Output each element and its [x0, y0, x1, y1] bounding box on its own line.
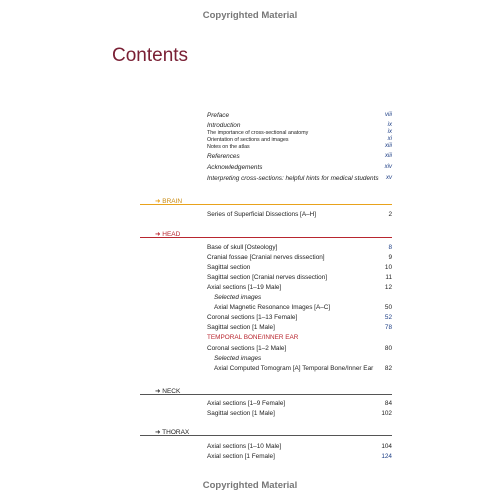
toc-intro-sub-1-page: ix — [387, 129, 392, 135]
toc-thorax-entry-1-page: 124 — [381, 453, 392, 460]
toc-head-entry-10-page: 80 — [384, 345, 392, 352]
toc-head-entry-12[interactable]: Axial Computed Tomogram [A] Temporal Bone/Inner Ear — [214, 365, 374, 372]
toc-head-entry-8-page: 78 — [384, 324, 392, 331]
watermark-bottom: Copyrighted Material — [202, 480, 298, 491]
arrow-right-icon: ➜ — [155, 429, 161, 436]
toc-acknowledgements-page: xiv — [384, 164, 392, 170]
toc-brain-entry-0-page: 2 — [388, 211, 392, 218]
toc-head-entry-0-page: 8 — [388, 244, 392, 251]
section-label-brain: BRAIN — [162, 198, 183, 205]
toc-references[interactable]: References — [207, 153, 240, 160]
toc-neck-entry-1-page: 102 — [381, 410, 392, 417]
arrow-right-icon: ➜ — [155, 388, 161, 395]
section-label-neck: NECK — [162, 388, 181, 395]
toc-neck-entry-0[interactable]: Axial sections [1–9 Female] — [207, 400, 286, 407]
toc-intro-sub-1[interactable]: The importance of cross-sectional anatomy — [207, 130, 309, 136]
toc-neck-entry-1[interactable]: Sagittal section [1 Male] — [207, 410, 275, 417]
toc-head-entry-6-page: 50 — [384, 304, 392, 311]
watermark-top: Copyrighted Material — [202, 10, 298, 21]
toc-head-entry-8[interactable]: Sagittal section [1 Male] — [207, 324, 275, 331]
toc-head-entry-3-page: 11 — [385, 274, 392, 281]
toc-head-entry-1[interactable]: Cranial fossae [Cranial nerves dissection] — [207, 254, 325, 261]
toc-head-entry-4-page: 12 — [384, 284, 392, 291]
toc-thorax-entry-0-page: 104 — [381, 443, 392, 450]
toc-head-entry-2[interactable]: Sagittal section — [207, 264, 251, 271]
toc-interpreting[interactable]: Interpreting cross-sections: helpful hints for medical students — [207, 175, 379, 182]
section-label-thorax: THORAX — [162, 429, 190, 436]
toc-intro-sub-2[interactable]: Orientation of sections and images — [207, 137, 289, 143]
toc-thorax-entry-0[interactable]: Axial sections [1–10 Male] — [207, 443, 282, 450]
arrow-right-icon: ➜ — [155, 198, 161, 205]
toc-neck-entry-0-page: 84 — [384, 400, 392, 407]
toc-head-entry-2-page: 10 — [384, 264, 392, 271]
toc-head-entry-10[interactable]: Coronal sections [1–2 Male] — [207, 345, 287, 352]
toc-intro-sub-2-page: xi — [387, 136, 392, 142]
toc-head-selected-images-2: Selected images — [214, 355, 262, 362]
toc-head-entry-0[interactable]: Base of skull [Osteology] — [207, 244, 278, 251]
toc-preface[interactable]: Preface — [207, 112, 230, 119]
toc-intro-sub-3-page: xiii — [385, 143, 392, 149]
toc-brain-entry-0[interactable]: Series of Superficial Dissections [A–H] — [207, 211, 317, 218]
toc-intro-sub-3[interactable]: Notes on the atlas — [207, 144, 250, 150]
toc-head-entry-7-page: 52 — [384, 314, 392, 321]
toc-head-selected-images-1: Selected images — [214, 294, 262, 301]
toc-head-entry-12-page: 82 — [384, 365, 392, 372]
toc-head-entry-3[interactable]: Sagittal section [Cranial nerves dissection] — [207, 274, 328, 281]
toc-head-entry-1-page: 9 — [388, 254, 392, 261]
toc-head-subsection-temporal-bone[interactable]: TEMPORAL BONE/INNER EAR — [207, 334, 299, 341]
toc-preface-page: viii — [385, 112, 392, 118]
toc-acknowledgements[interactable]: Acknowledgements — [207, 164, 263, 171]
page-title: Contents — [112, 45, 189, 66]
section-label-head: HEAD — [162, 231, 181, 238]
section-header-brain[interactable] — [155, 197, 182, 205]
section-header-head[interactable] — [155, 230, 180, 238]
toc-head-entry-7[interactable]: Coronal sections [1–13 Female] — [207, 314, 298, 321]
toc-head-entry-4[interactable]: Axial sections [1–19 Male] — [207, 284, 282, 291]
arrow-right-icon: ➜ — [155, 231, 161, 238]
toc-interpreting-page: xv — [386, 175, 392, 181]
toc-introduction-page: ix — [387, 122, 392, 128]
toc-head-entry-6[interactable]: Axial Magnetic Resonance Images [A–C] — [214, 304, 331, 311]
toc-introduction[interactable]: Introduction — [207, 122, 241, 129]
toc-references-page: xiii — [385, 153, 392, 159]
section-header-thorax[interactable] — [155, 428, 189, 436]
toc-thorax-entry-1[interactable]: Axial section [1 Female] — [207, 453, 275, 460]
section-header-neck[interactable] — [155, 387, 180, 395]
